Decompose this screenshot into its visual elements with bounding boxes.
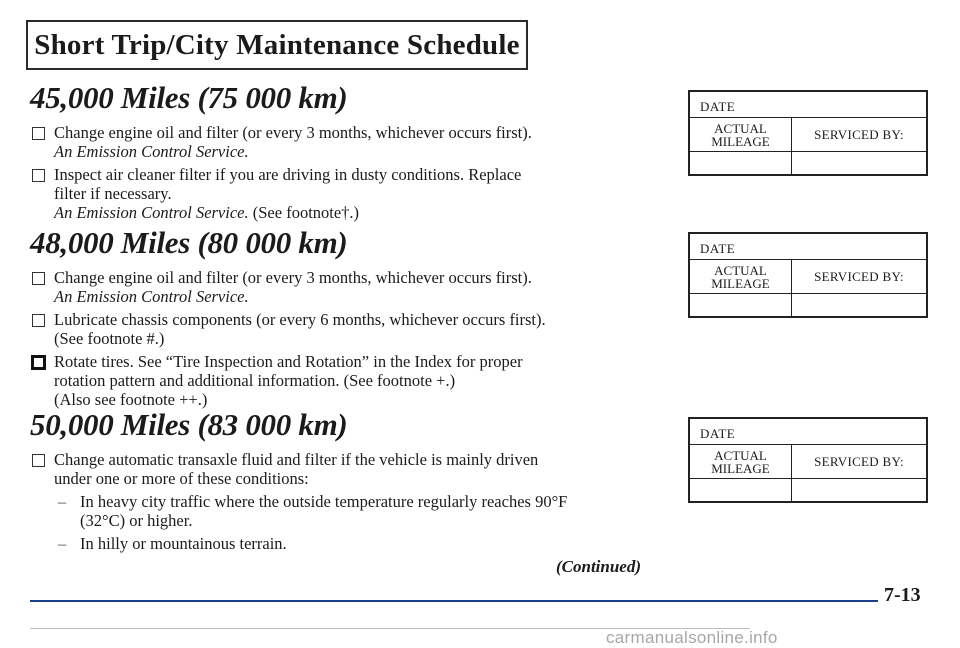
sub-item-text: In heavy city traffic where the outside temperature regularly reaches 90°F [80, 492, 568, 511]
item-text-cont: under one or more of these conditions: [54, 469, 309, 488]
item-text: Change automatic transaxle fluid and filter if the vehicle is mainly driven [54, 450, 539, 469]
item-note: An Emission Control Service. [54, 203, 249, 222]
page-number: 7-13 [884, 584, 921, 606]
mileage-entry-cell [690, 294, 792, 316]
checkbox-icon [32, 272, 45, 285]
section-heading: 50,000 Miles (83 000 km) [30, 407, 348, 442]
item-text-cont: filter if necessary. [54, 184, 172, 203]
item-note: An Emission Control Service. [54, 287, 249, 306]
mileage-entry-cell [690, 479, 792, 501]
section-heading: 45,000 Miles (75 000 km) [30, 80, 348, 115]
actual-mileage-label: ACTUAL MILEAGE [690, 118, 792, 151]
checkbox-icon [32, 454, 45, 467]
date-label: DATE [690, 234, 926, 260]
continued-label: (Continued) [556, 557, 642, 576]
item-text: Inspect air cleaner filter if you are driving in dusty conditions. Replace [54, 165, 522, 184]
actual-mileage-label: ACTUAL MILEAGE [690, 445, 792, 478]
sub-list-item [58, 492, 680, 530]
sub-item-text: In hilly or mountainous terrain. [80, 534, 287, 553]
section-heading: 48,000 Miles (80 000 km) [30, 225, 348, 260]
service-record-50000 [688, 417, 928, 503]
sub-item-text-cont: (32°C) or higher. [80, 511, 193, 530]
actual-mileage-label: ACTUAL MILEAGE [690, 260, 792, 293]
checkbox-icon [32, 169, 45, 182]
watermark: carmanualsonline.info [606, 628, 778, 647]
service-record-48000 [688, 232, 928, 318]
dash-icon: – [58, 492, 67, 511]
serviced-by-label: SERVICED BY: [814, 268, 904, 284]
checkbox-icon [32, 127, 45, 140]
item-text-cont: (Also see footnote ++.) [54, 390, 208, 409]
serviced-by-label: SERVICED BY: [814, 126, 904, 142]
checkbox-icon [31, 355, 46, 370]
dash-icon: – [58, 534, 67, 553]
mileage-entry-cell [690, 152, 792, 174]
item-text: Lubricate chassis components (or every 6 months, whichever occurs first). [54, 310, 546, 329]
item-text-cont: rotation pattern and additional information. (See footnote +.) [54, 371, 456, 390]
serviced-by-label: SERVICED BY: [814, 453, 904, 469]
list-item [30, 352, 680, 409]
list-item [30, 165, 680, 222]
item-text: Change engine oil and filter (or every 3 months, whichever occurs first). [54, 268, 532, 287]
list-item [30, 310, 680, 348]
footer-rule [30, 600, 878, 602]
page-title: Short Trip/City Maintenance Schedule [26, 20, 528, 70]
checkbox-icon [32, 314, 45, 327]
item-note: An Emission Control Service. [54, 142, 249, 161]
section-50000 [30, 407, 680, 553]
date-label: DATE [690, 92, 926, 118]
section-45000 [30, 80, 680, 226]
item-text: Rotate tires. See “Tire Inspection and Rotation” in the Index for proper [54, 352, 523, 371]
list-item [30, 450, 680, 488]
item-text: Change engine oil and filter (or every 3 months, whichever occurs first). [54, 123, 532, 142]
service-record-45000 [688, 90, 928, 176]
list-item [30, 268, 680, 306]
section-48000 [30, 225, 680, 413]
item-note-footnote: (See footnote†.) [248, 203, 360, 222]
date-label: DATE [690, 419, 926, 445]
item-text-cont: (See footnote #.) [54, 329, 165, 348]
sub-list-item [58, 534, 680, 553]
list-item [30, 123, 680, 161]
